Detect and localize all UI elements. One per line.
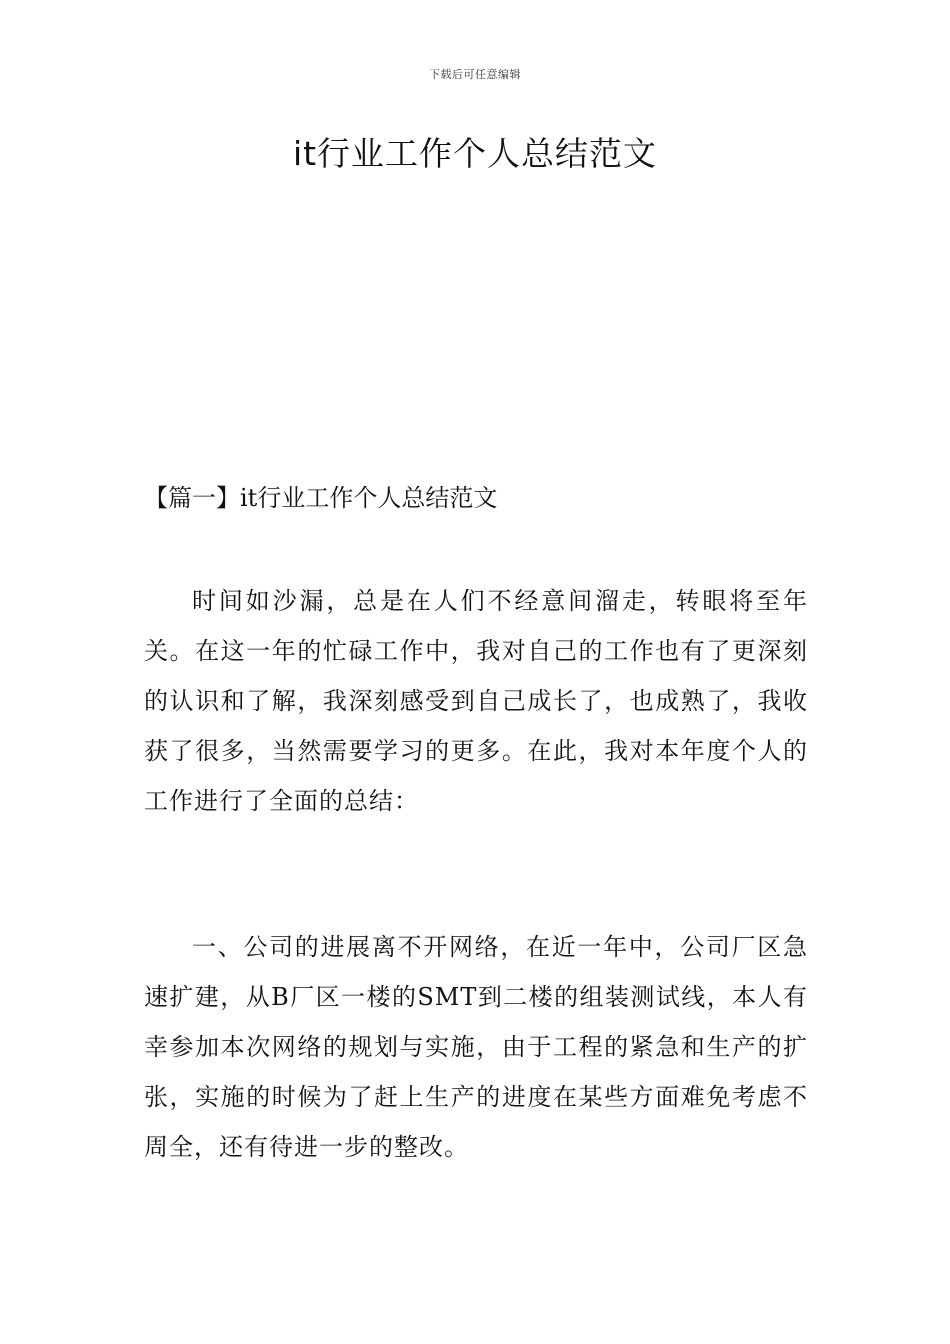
body-paragraph-2: 一、公司的进展离不开网络，在近一年中，公司厂区急速扩建，从B厂区一楼的SMT到二楼的组装测试线，本人有幸参加本次网络的规划与实施，由于工程的紧急和生产的扩张，实施的时候为了赶上生产的进度在某些方面难免考虑不周全，还有待进一步的整改。 <box>144 933 808 1161</box>
header-note: 下载后可任意编辑 <box>429 68 521 81</box>
body-paragraph-1: 时间如沙漏，总是在人们不经意间溜走，转眼将至年关。在这一年的忙碌工作中，我对自己的工作也有了更深刻的认识和了解，我深刻感受到自己成长了，也成熟了，我收获了很多，当然需要学习的更多。在此，我对本年度个人的工作进行了全面的总结： <box>144 587 808 815</box>
document-title: it行业工作个人总结范文 <box>292 134 658 173</box>
section-heading: 【篇一】it行业工作个人总结范文 <box>144 484 498 512</box>
